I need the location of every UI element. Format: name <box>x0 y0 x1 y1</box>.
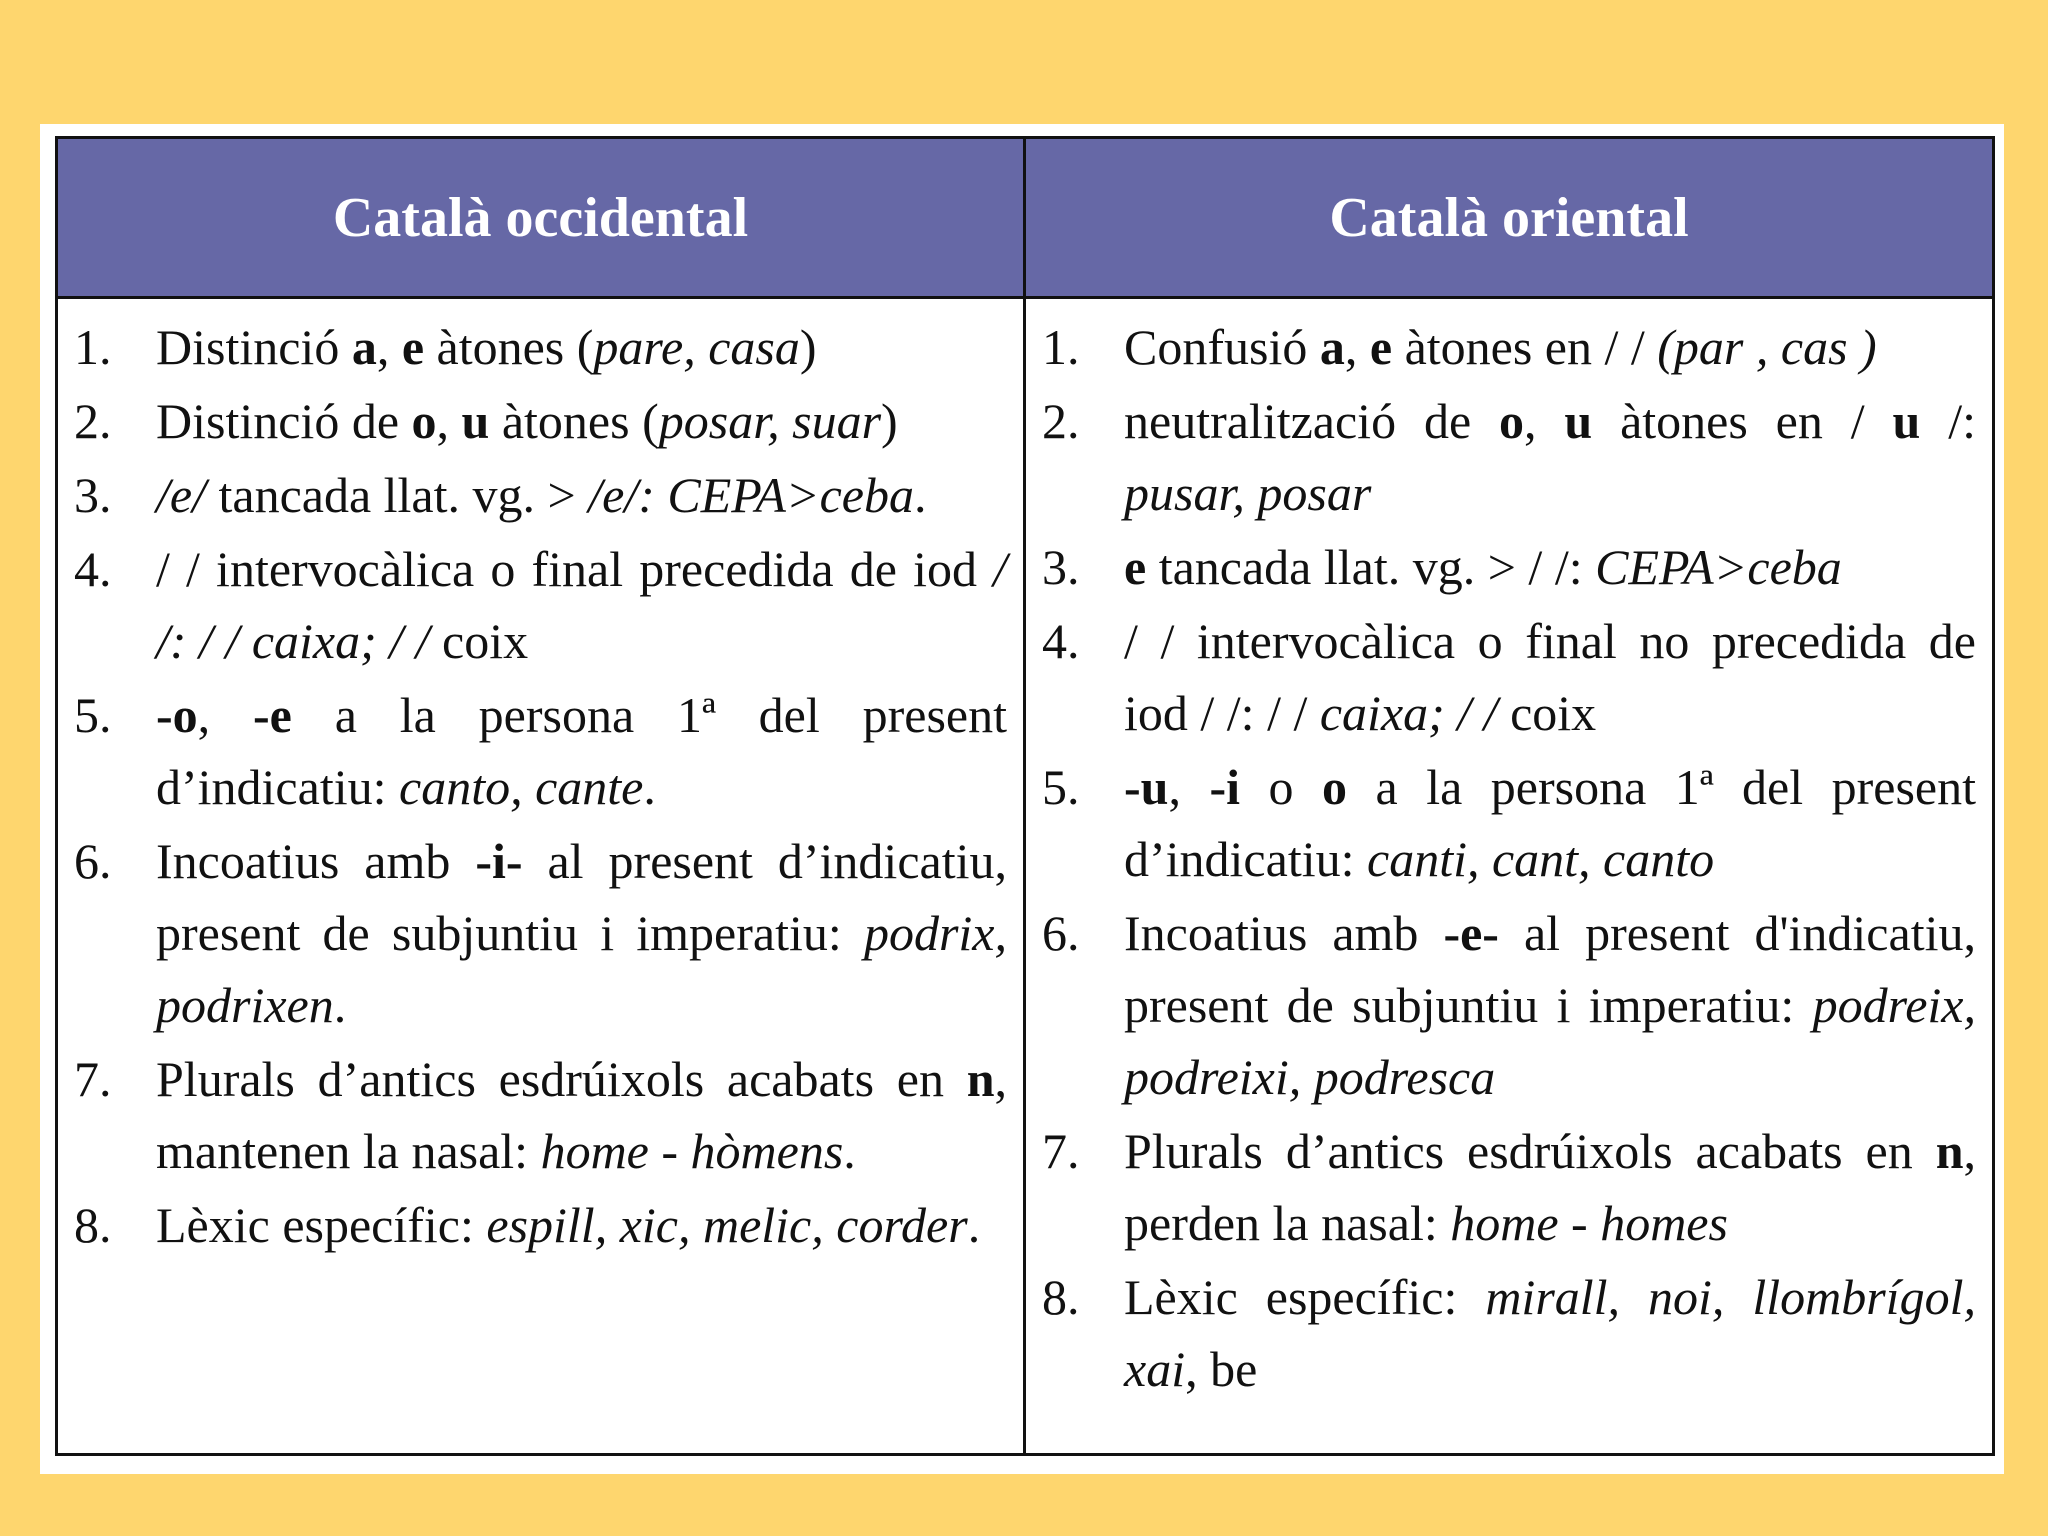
text-run: àtones en / / <box>1392 319 1658 375</box>
text-run: pusar, posar <box>1124 465 1372 521</box>
text-run: /: <box>1920 393 1976 449</box>
item-number: 8. <box>74 1197 112 1253</box>
text-run: a la persona 1ª del present d’indicatiu: <box>156 687 1007 815</box>
item-number: 3. <box>74 467 112 523</box>
item-text <box>1124 751 1976 895</box>
text-run: tancada llat. vg. > <box>205 467 589 523</box>
text-run: Confusió <box>1124 319 1320 375</box>
text-run: (par , cas ) <box>1657 319 1877 375</box>
text-run: neutralització de <box>1124 393 1500 449</box>
item-text <box>156 825 1007 1041</box>
text-run: o <box>411 393 437 449</box>
column-oriental <box>1026 299 1992 1453</box>
text-run: o <box>1240 759 1323 815</box>
item-number: 5. <box>1042 759 1080 815</box>
item-number: 2. <box>1042 393 1080 449</box>
text-run: -o <box>156 687 198 743</box>
text-run: / /: / / caixa; / / <box>156 541 1007 669</box>
item-text <box>156 385 1007 457</box>
text-run: Distinció de <box>156 393 412 449</box>
text-run: coix <box>429 613 529 669</box>
text-run: a <box>1319 319 1345 375</box>
text-run: -u <box>1124 759 1169 815</box>
list-item <box>1042 1261 1976 1405</box>
text-run: , <box>1524 393 1565 449</box>
list-item <box>1042 1115 1976 1259</box>
text-run: / / intervocàlica o final no precedida de iod / /: / / <box>1124 613 1976 741</box>
text-run: , <box>1344 319 1370 375</box>
text-run: u <box>1892 393 1921 449</box>
text-run: , <box>436 393 462 449</box>
text-run: a la persona 1ª del present d’indicatiu: <box>1124 759 1977 887</box>
text-run: -e <box>253 687 292 743</box>
text-run: àtones en / <box>1592 393 1893 449</box>
item-text <box>156 533 1007 677</box>
text-run: canto, cante <box>399 759 644 815</box>
text-run: -i- <box>475 833 523 889</box>
text-run: canti, cant, canto <box>1367 831 1715 887</box>
text-run: o <box>1499 393 1525 449</box>
text-run: , perden la nasal: <box>1124 1123 1976 1251</box>
text-run: Incoatius amb <box>156 833 476 889</box>
item-text <box>1124 385 1976 529</box>
list-item <box>74 533 1007 677</box>
text-run: , <box>197 687 254 743</box>
text-run: e <box>1124 539 1147 595</box>
text-run: tancada llat. vg. > / /: <box>1146 539 1596 595</box>
text-run: n <box>1935 1123 1964 1179</box>
item-number: 3. <box>1042 539 1080 595</box>
item-number: 4. <box>1042 613 1080 669</box>
occidental-features-list <box>74 311 1007 1261</box>
text-run: , <box>376 319 402 375</box>
item-text <box>1124 311 1976 383</box>
text-run: , <box>1168 759 1210 815</box>
item-number: 1. <box>74 319 112 375</box>
text-run: e <box>1369 319 1393 375</box>
list-item <box>74 385 1007 457</box>
text-run: u <box>1564 393 1593 449</box>
item-number: 7. <box>1042 1123 1080 1179</box>
text-run: -e- <box>1443 905 1499 961</box>
item-text <box>1124 1261 1976 1405</box>
text-run: home - homes <box>1450 1195 1728 1251</box>
item-text <box>156 459 1007 531</box>
text-run: posar, suar <box>658 393 882 449</box>
text-run: caixa; / / <box>1319 685 1498 741</box>
item-number: 6. <box>1042 905 1080 961</box>
list-item <box>74 1043 1007 1187</box>
text-run: ) <box>799 319 817 375</box>
text-run: . <box>643 759 656 815</box>
slide-frame <box>40 124 2004 1474</box>
item-number: 5. <box>74 687 112 743</box>
list-item <box>1042 605 1976 749</box>
text-run: u <box>461 393 490 449</box>
text-run: , mantenen la nasal: <box>156 1051 1007 1179</box>
header-oriental: Català oriental <box>1026 139 1992 299</box>
text-run: Plurals d’antics esdrúixols acabats en <box>156 1051 967 1107</box>
item-number: 2. <box>74 393 112 449</box>
oriental-features-list <box>1042 311 1976 1405</box>
list-item <box>1042 751 1976 895</box>
text-run: podreix, podreixi, podresca <box>1124 977 1976 1105</box>
text-run: al present d’indicatiu, present de subjuntiu i imperatiu: <box>156 833 1007 961</box>
list-item <box>74 1189 1007 1261</box>
text-run: Plurals d’antics esdrúixols acabats en <box>1124 1123 1936 1179</box>
list-item <box>74 459 1007 531</box>
text-run: àtones ( <box>424 319 594 375</box>
text-run: /e/: CEPA>ceba <box>588 467 914 523</box>
item-number: 6. <box>74 833 112 889</box>
text-run: . <box>843 1123 856 1179</box>
list-item <box>1042 311 1976 383</box>
text-run: coix <box>1497 685 1597 741</box>
item-number: 8. <box>1042 1269 1080 1325</box>
item-text <box>156 679 1007 823</box>
comparison-table <box>55 136 1995 1456</box>
text-run: , be <box>1185 1341 1258 1397</box>
text-run: Lèxic específic: <box>1124 1269 1486 1325</box>
text-run: . <box>967 1197 981 1253</box>
text-run: ) <box>881 393 898 449</box>
list-item <box>74 679 1007 823</box>
list-item <box>74 311 1007 383</box>
text-run: . <box>914 467 927 523</box>
text-run: espill, xic, melic, corder <box>486 1197 968 1253</box>
text-run: n <box>966 1051 995 1107</box>
text-run: mirall, noi, llombrígol, xai <box>1124 1269 1977 1397</box>
item-number: 1. <box>1042 319 1080 375</box>
text-run: àtones ( <box>489 393 659 449</box>
text-run: -i <box>1209 759 1241 815</box>
list-item <box>1042 385 1976 529</box>
text-run: / / intervocàlica o final precedida de iod <box>156 541 994 597</box>
item-text <box>156 1043 1007 1187</box>
text-run: a <box>351 319 377 375</box>
list-item <box>74 825 1007 1041</box>
text-run: al present d'indicatiu, present de subjuntiu i imperatiu: <box>1124 905 1976 1033</box>
text-run: o <box>1322 759 1348 815</box>
text-run: Distinció <box>156 319 352 375</box>
text-run: pare, casa <box>593 319 800 375</box>
item-text <box>1124 897 1976 1113</box>
item-text <box>1124 531 1976 603</box>
item-text <box>1124 1115 1976 1259</box>
list-item <box>1042 897 1976 1113</box>
header-occidental: Català occidental <box>58 139 1026 299</box>
text-run: home - hòmens <box>540 1123 844 1179</box>
text-run: e <box>401 319 425 375</box>
text-run: /e/ <box>156 467 206 523</box>
item-number: 4. <box>74 541 112 597</box>
text-run: podrix, podrixen <box>156 905 1007 1033</box>
column-occidental <box>58 299 1026 1453</box>
item-text <box>156 311 1007 383</box>
text-run: Incoatius amb <box>1124 905 1444 961</box>
list-item <box>1042 531 1976 603</box>
text-run: Lèxic específic: <box>156 1197 487 1253</box>
item-text <box>1124 605 1976 749</box>
item-text <box>156 1189 1007 1261</box>
text-run: . <box>333 977 347 1033</box>
item-number: 7. <box>74 1051 112 1107</box>
text-run: CEPA>ceba <box>1595 539 1842 595</box>
